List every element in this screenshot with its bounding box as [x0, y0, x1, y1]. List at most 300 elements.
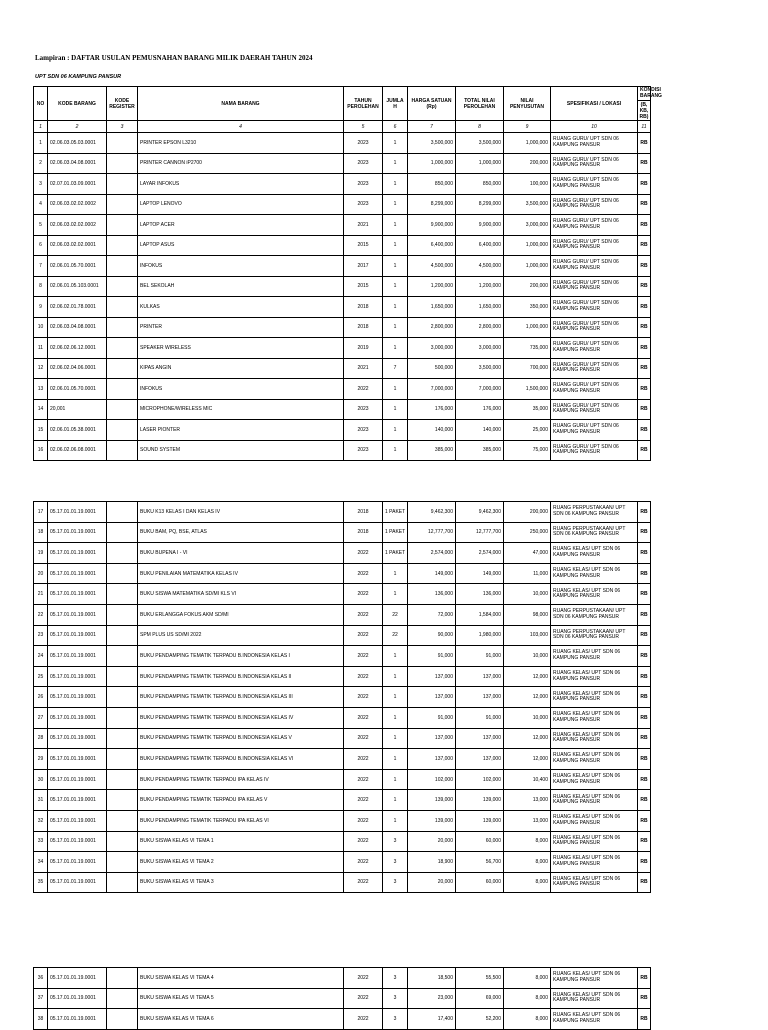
cell-jumlah: 1 — [383, 810, 408, 831]
cell-kode-register — [107, 235, 138, 256]
cell-nama-barang: LAYAR INFOKUS — [138, 174, 344, 195]
cell-kondisi: RB — [638, 604, 651, 625]
cell-tahun: 2022 — [344, 604, 383, 625]
cell-kode-register — [107, 810, 138, 831]
cell-tahun: 2018 — [344, 502, 383, 523]
cell-harga: 3,000,000 — [408, 338, 456, 359]
cell-penyusutan: 12,000 — [504, 666, 551, 687]
table-row — [34, 968, 651, 989]
cell-nama-barang: BUKU PENDAMPING TEMATIK TERPADU B.INDONESIA KELAS V — [138, 728, 344, 749]
cell-penyusutan: 103,000 — [504, 625, 551, 646]
cell-kondisi: RB — [638, 235, 651, 256]
cell-kode-register — [107, 440, 138, 461]
cell-no: 32 — [34, 810, 48, 831]
cell-no: 38 — [34, 1009, 48, 1030]
col-index: 2 — [48, 121, 107, 133]
cell-kode-barang: 05.17.01.01.19.0001 — [48, 522, 107, 543]
col-kondisi — [638, 87, 662, 121]
header-row — [34, 87, 651, 121]
cell-spesifikasi: RUANG PERPUSTAKAAN/ UPT SDN 06 KAMPUNG PANSUR — [551, 502, 638, 523]
cell-kondisi: RB — [638, 502, 651, 523]
cell-kode-barang: 05.17.01.01.19.0001 — [48, 810, 107, 831]
cell-harga: 20,000 — [408, 872, 456, 893]
cell-no: 21 — [34, 584, 48, 605]
cell-harga: 102,000 — [408, 769, 456, 790]
cell-nama-barang: BUKU PENDAMPING TEMATIK TERPADU B.INDONESIA KELAS I — [138, 646, 344, 667]
cell-jumlah: 3 — [383, 831, 408, 852]
cell-kode-register — [107, 276, 138, 297]
col-index: 5 — [344, 121, 383, 133]
cell-kode-barang: 02.06.03.04.08.0001 — [48, 317, 107, 338]
cell-no: 29 — [34, 749, 48, 770]
cell-nama-barang: LAPTOP LENOVO — [138, 194, 344, 215]
cell-total: 149,000 — [456, 563, 504, 584]
col-harga: HARGA SATUAN (Rp) — [408, 87, 456, 121]
cell-kode-barang: 05.17.01.01.19.0001 — [48, 625, 107, 646]
cell-nama-barang: BUKU PENDAMPING TEMATIK TERPADU IPA KELAS IV — [138, 769, 344, 790]
cell-harga: 6,400,000 — [408, 235, 456, 256]
cell-kode-barang: 02.06.02.06.08.0001 — [48, 440, 107, 461]
cell-spesifikasi: RUANG GURU/ UPT SDN 06 KAMPUNG PANSUR — [551, 420, 638, 441]
cell-jumlah: 1 — [383, 420, 408, 441]
cell-harga: 4,500,000 — [408, 256, 456, 277]
cell-jumlah: 1 — [383, 749, 408, 770]
cell-spesifikasi: RUANG GURU/ UPT SDN 06 KAMPUNG PANSUR — [551, 379, 638, 400]
cell-spesifikasi: RUANG GURU/ UPT SDN 06 KAMPUNG PANSUR — [551, 297, 638, 318]
cell-penyusutan: 8,000 — [504, 1009, 551, 1030]
cell-penyusutan: 1,000,000 — [504, 317, 551, 338]
cell-tahun: 2022 — [344, 872, 383, 893]
cell-tahun: 2015 — [344, 235, 383, 256]
cell-harga: 2,800,000 — [408, 317, 456, 338]
cell-penyusutan: 98,000 — [504, 604, 551, 625]
cell-tahun: 2018 — [344, 317, 383, 338]
cell-nama-barang: BUKU SISWA KELAS VI TEMA 5 — [138, 988, 344, 1009]
table-row — [34, 749, 651, 770]
cell-spesifikasi: RUANG KELAS/ UPT SDN 06 KAMPUNG PANSUR — [551, 810, 638, 831]
cell-kode-register — [107, 420, 138, 441]
table-row — [34, 872, 651, 893]
cell-harga: 1,000,000 — [408, 153, 456, 174]
cell-kondisi: RB — [638, 399, 651, 420]
table-row — [34, 215, 651, 236]
table-row — [34, 707, 651, 728]
cell-kode-register — [107, 1009, 138, 1030]
cell-spesifikasi: RUANG KELAS/ UPT SDN 06 KAMPUNG PANSUR — [551, 968, 638, 989]
cell-nama-barang: BUKU PENDAMPING TEMATIK TERPADU B.INDONESIA KELAS IV — [138, 707, 344, 728]
cell-jumlah: 1 — [383, 215, 408, 236]
cell-spesifikasi: RUANG PERPUSTAKAAN/ UPT SDN 06 KAMPUNG PANSUR — [551, 625, 638, 646]
cell-penyusutan: 100,000 — [504, 174, 551, 195]
cell-harga: 18,500 — [408, 968, 456, 989]
cell-tahun: 2022 — [344, 687, 383, 708]
cell-jumlah: 3 — [383, 872, 408, 893]
cell-total: 55,500 — [456, 968, 504, 989]
cell-spesifikasi: RUANG GURU/ UPT SDN 06 KAMPUNG PANSUR — [551, 317, 638, 338]
cell-penyusutan: 10,000 — [504, 707, 551, 728]
cell-total: 2,800,000 — [456, 317, 504, 338]
col-spesifikasi: SPESIFIKASI / LOKASI — [551, 87, 638, 121]
cell-penyusutan: 25,000 — [504, 420, 551, 441]
cell-harga: 139,000 — [408, 790, 456, 811]
cell-kode-register — [107, 256, 138, 277]
asset-table-page-1 — [33, 86, 662, 461]
cell-kondisi: RB — [638, 276, 651, 297]
cell-no: 7 — [34, 256, 48, 277]
cell-no: 22 — [34, 604, 48, 625]
cell-total: 137,000 — [456, 749, 504, 770]
cell-jumlah: 3 — [383, 968, 408, 989]
cell-total: 3,000,000 — [456, 338, 504, 359]
table-row — [34, 769, 651, 790]
cell-penyusutan: 350,000 — [504, 297, 551, 318]
cell-kode-barang: 05.17.01.01.19.0001 — [48, 769, 107, 790]
cell-no: 5 — [34, 215, 48, 236]
cell-total: 4,500,000 — [456, 256, 504, 277]
cell-tahun: 2023 — [344, 133, 383, 154]
cell-jumlah: 1 — [383, 379, 408, 400]
cell-harga: 136,000 — [408, 584, 456, 605]
cell-kondisi: RB — [638, 420, 651, 441]
cell-kode-barang: 02.06.01.05.70.0001 — [48, 256, 107, 277]
cell-kode-barang: 02.06.03.02.02.0002 — [48, 215, 107, 236]
cell-kode-register — [107, 502, 138, 523]
cell-kode-register — [107, 133, 138, 154]
cell-kode-barang: 05.17.01.01.19.0001 — [48, 790, 107, 811]
cell-jumlah: 1 — [383, 256, 408, 277]
cell-total: 91,000 — [456, 646, 504, 667]
cell-tahun: 2019 — [344, 338, 383, 359]
col-kondisi-label: KONDISI BARANG — [640, 87, 662, 99]
cell-penyusutan: 200,000 — [504, 153, 551, 174]
cell-nama-barang: BUKU PENDAMPING TEMATIK TERPADU IPA KELAS VI — [138, 810, 344, 831]
cell-jumlah: 1 — [383, 790, 408, 811]
column-index-row — [34, 121, 651, 133]
cell-total: 385,000 — [456, 440, 504, 461]
cell-kondisi: RB — [638, 563, 651, 584]
col-index: 7 — [408, 121, 456, 133]
cell-jumlah: 1 — [383, 338, 408, 359]
cell-jumlah: 1 — [383, 584, 408, 605]
cell-nama-barang: BUKU ERLANGGA FOKUS AKM SD/MI — [138, 604, 344, 625]
cell-penyusutan: 35,000 — [504, 399, 551, 420]
cell-jumlah: 3 — [383, 988, 408, 1009]
cell-harga: 140,000 — [408, 420, 456, 441]
cell-jumlah: 1 PAKET — [383, 543, 408, 564]
cell-kondisi: RB — [638, 749, 651, 770]
cell-nama-barang: KULKAS — [138, 297, 344, 318]
table-row — [34, 133, 651, 154]
cell-total: 91,000 — [456, 707, 504, 728]
cell-kode-register — [107, 728, 138, 749]
cell-penyusutan: 8,000 — [504, 831, 551, 852]
cell-no: 23 — [34, 625, 48, 646]
cell-kode-barang: 05.17.01.01.19.0001 — [48, 543, 107, 564]
cell-no: 18 — [34, 522, 48, 543]
cell-total: 60,000 — [456, 831, 504, 852]
cell-kondisi: RB — [638, 194, 651, 215]
cell-total: 140,000 — [456, 420, 504, 441]
cell-total: 7,000,000 — [456, 379, 504, 400]
cell-penyusutan: 12,000 — [504, 749, 551, 770]
document-title: Lampiran : DAFTAR USULAN PEMUSNAHAN BARANG MILIK DAERAH TAHUN 2024 — [35, 54, 313, 62]
table-row — [34, 852, 651, 873]
cell-penyusutan: 8,000 — [504, 872, 551, 893]
cell-penyusutan: 1,500,000 — [504, 379, 551, 400]
cell-kondisi: RB — [638, 968, 651, 989]
cell-tahun: 2022 — [344, 831, 383, 852]
cell-tahun: 2022 — [344, 707, 383, 728]
table-row — [34, 338, 651, 359]
cell-kode-register — [107, 563, 138, 584]
cell-tahun: 2022 — [344, 749, 383, 770]
cell-kondisi: RB — [638, 358, 651, 379]
cell-tahun: 2023 — [344, 194, 383, 215]
cell-no: 11 — [34, 338, 48, 359]
cell-kondisi: RB — [638, 769, 651, 790]
cell-nama-barang: PRINTER — [138, 317, 344, 338]
cell-jumlah: 1 — [383, 399, 408, 420]
cell-kondisi: RB — [638, 790, 651, 811]
cell-tahun: 2021 — [344, 358, 383, 379]
cell-penyusutan: 10,400 — [504, 769, 551, 790]
cell-nama-barang: INFOKUS — [138, 256, 344, 277]
cell-spesifikasi: RUANG KELAS/ UPT SDN 06 KAMPUNG PANSUR — [551, 1009, 638, 1030]
cell-total: 69,000 — [456, 988, 504, 1009]
cell-no: 25 — [34, 666, 48, 687]
cell-spesifikasi: RUANG KELAS/ UPT SDN 06 KAMPUNG PANSUR — [551, 543, 638, 564]
col-index: 6 — [383, 121, 408, 133]
cell-no: 2 — [34, 153, 48, 174]
cell-jumlah: 1 — [383, 440, 408, 461]
cell-penyusutan: 8,000 — [504, 988, 551, 1009]
cell-jumlah: 1 — [383, 133, 408, 154]
cell-kondisi: RB — [638, 687, 651, 708]
cell-kode-register — [107, 790, 138, 811]
cell-kode-barang: 02.06.01.05.103.0001 — [48, 276, 107, 297]
cell-no: 17 — [34, 502, 48, 523]
table-row — [34, 831, 651, 852]
cell-kondisi: RB — [638, 988, 651, 1009]
cell-jumlah: 1 — [383, 687, 408, 708]
cell-harga: 72,000 — [408, 604, 456, 625]
cell-kondisi: RB — [638, 256, 651, 277]
cell-kode-register — [107, 625, 138, 646]
cell-tahun: 2015 — [344, 276, 383, 297]
cell-nama-barang: BUKU PENDAMPING TEMATIK TERPADU B.INDONESIA KELAS III — [138, 687, 344, 708]
cell-harga: 20,000 — [408, 831, 456, 852]
cell-no: 34 — [34, 852, 48, 873]
cell-penyusutan: 13,000 — [504, 790, 551, 811]
cell-penyusutan: 1,000,000 — [504, 235, 551, 256]
cell-total: 1,650,000 — [456, 297, 504, 318]
cell-spesifikasi: RUANG KELAS/ UPT SDN 06 KAMPUNG PANSUR — [551, 852, 638, 873]
cell-kode-barang: 05.17.01.01.19.0001 — [48, 968, 107, 989]
cell-total: 137,000 — [456, 728, 504, 749]
cell-harga: 137,000 — [408, 687, 456, 708]
table-row — [34, 194, 651, 215]
cell-kode-barang: 05.17.01.01.19.0001 — [48, 584, 107, 605]
cell-spesifikasi: RUANG GURU/ UPT SDN 06 KAMPUNG PANSUR — [551, 215, 638, 236]
cell-kode-barang: 05.17.01.01.19.0001 — [48, 563, 107, 584]
cell-spesifikasi: RUANG KELAS/ UPT SDN 06 KAMPUNG PANSUR — [551, 988, 638, 1009]
cell-kondisi: RB — [638, 297, 651, 318]
table-row — [34, 604, 651, 625]
cell-kode-barang: 02.06.03.05.03.0001 — [48, 133, 107, 154]
cell-kondisi: RB — [638, 810, 651, 831]
cell-tahun: 2022 — [344, 769, 383, 790]
table-row — [34, 440, 651, 461]
col-total: TOTAL NILAI PEROLEHAN — [456, 87, 504, 121]
cell-nama-barang: MICROPHONE/WIRELESS MIC — [138, 399, 344, 420]
cell-kode-barang: 02.07.01.03.09.0001 — [48, 174, 107, 195]
cell-kode-register — [107, 687, 138, 708]
cell-spesifikasi: RUANG GURU/ UPT SDN 06 KAMPUNG PANSUR — [551, 276, 638, 297]
cell-kode-barang: 02.06.03.04.08.0001 — [48, 153, 107, 174]
cell-spesifikasi: RUANG KELAS/ UPT SDN 06 KAMPUNG PANSUR — [551, 728, 638, 749]
table-row — [34, 543, 651, 564]
cell-tahun: 2022 — [344, 584, 383, 605]
cell-nama-barang: BEL SEKOLAH — [138, 276, 344, 297]
cell-penyusutan: 8,000 — [504, 852, 551, 873]
cell-kode-barang: 02.06.01.05.70.0001 — [48, 379, 107, 400]
cell-total: 1,980,000 — [456, 625, 504, 646]
table-row — [34, 563, 651, 584]
cell-nama-barang: BUKU PENDAMPING TEMATIK TERPADU B.INDONESIA KELAS VI — [138, 749, 344, 770]
cell-jumlah: 1 — [383, 707, 408, 728]
cell-penyusutan: 12,000 — [504, 687, 551, 708]
cell-kode-register — [107, 194, 138, 215]
cell-tahun: 2022 — [344, 666, 383, 687]
cell-kondisi: RB — [638, 153, 651, 174]
cell-kode-register — [107, 988, 138, 1009]
cell-nama-barang: LASER PIONTER — [138, 420, 344, 441]
cell-total: 9,462,300 — [456, 502, 504, 523]
table-row — [34, 625, 651, 646]
cell-kondisi: RB — [638, 831, 651, 852]
cell-tahun: 2022 — [344, 852, 383, 873]
cell-kode-barang: 05.17.01.01.19.0001 — [48, 831, 107, 852]
cell-harga: 18,900 — [408, 852, 456, 873]
cell-total: 102,000 — [456, 769, 504, 790]
cell-spesifikasi: RUANG GURU/ UPT SDN 06 KAMPUNG PANSUR — [551, 440, 638, 461]
cell-spesifikasi: RUANG KELAS/ UPT SDN 06 KAMPUNG PANSUR — [551, 563, 638, 584]
cell-harga: 91,000 — [408, 707, 456, 728]
cell-kode-barang: 05.17.01.01.19.0001 — [48, 604, 107, 625]
cell-harga: 500,000 — [408, 358, 456, 379]
cell-total: 2,574,000 — [456, 543, 504, 564]
cell-jumlah: 1 PAKET — [383, 522, 408, 543]
table-row — [34, 1009, 651, 1030]
cell-harga: 90,000 — [408, 625, 456, 646]
cell-kode-barang: 05.17.01.01.19.0001 — [48, 988, 107, 1009]
cell-nama-barang: BUKU PENDAMPING TEMATIK TERPADU B.INDONESIA KELAS II — [138, 666, 344, 687]
cell-kode-register — [107, 297, 138, 318]
cell-harga: 149,000 — [408, 563, 456, 584]
cell-tahun: 2017 — [344, 256, 383, 277]
cell-no: 24 — [34, 646, 48, 667]
cell-kode-register — [107, 358, 138, 379]
cell-nama-barang: BUKU BUPENA I - VI — [138, 543, 344, 564]
cell-kode-barang: 05.17.01.01.19.0001 — [48, 852, 107, 873]
cell-kode-register — [107, 646, 138, 667]
cell-jumlah: 1 — [383, 297, 408, 318]
cell-no: 15 — [34, 420, 48, 441]
cell-tahun: 2022 — [344, 968, 383, 989]
cell-harga: 137,000 — [408, 666, 456, 687]
cell-nama-barang: SPM PLUS US SD/MI 2022 — [138, 625, 344, 646]
cell-total: 52,200 — [456, 1009, 504, 1030]
cell-kode-register — [107, 769, 138, 790]
table-row — [34, 988, 651, 1009]
cell-total: 1,200,000 — [456, 276, 504, 297]
cell-kode-barang: 02.06.03.02.02.0002 — [48, 194, 107, 215]
cell-spesifikasi: RUANG KELAS/ UPT SDN 06 KAMPUNG PANSUR — [551, 687, 638, 708]
cell-total: 3,500,000 — [456, 133, 504, 154]
cell-total: 1,000,000 — [456, 153, 504, 174]
cell-kode-register — [107, 174, 138, 195]
cell-tahun: 2023 — [344, 440, 383, 461]
cell-tahun: 2021 — [344, 215, 383, 236]
table-row — [34, 379, 651, 400]
cell-kode-register — [107, 604, 138, 625]
cell-no: 6 — [34, 235, 48, 256]
table-row — [34, 522, 651, 543]
col-kode-register: KODE REGISTER — [107, 87, 138, 121]
cell-kode-register — [107, 379, 138, 400]
cell-jumlah: 1 — [383, 317, 408, 338]
cell-jumlah: 1 PAKET — [383, 502, 408, 523]
cell-spesifikasi: RUANG GURU/ UPT SDN 06 KAMPUNG PANSUR — [551, 399, 638, 420]
cell-spesifikasi: RUANG GURU/ UPT SDN 06 KAMPUNG PANSUR — [551, 174, 638, 195]
cell-jumlah: 1 — [383, 235, 408, 256]
cell-kondisi: RB — [638, 646, 651, 667]
cell-spesifikasi: RUANG KELAS/ UPT SDN 06 KAMPUNG PANSUR — [551, 707, 638, 728]
cell-harga: 1,200,000 — [408, 276, 456, 297]
cell-no: 12 — [34, 358, 48, 379]
cell-total: 850,000 — [456, 174, 504, 195]
cell-kode-register — [107, 872, 138, 893]
col-index: 11 — [638, 121, 651, 133]
cell-no: 9 — [34, 297, 48, 318]
cell-kondisi: RB — [638, 379, 651, 400]
cell-total: 176,000 — [456, 399, 504, 420]
cell-total: 60,000 — [456, 872, 504, 893]
cell-spesifikasi: RUANG KELAS/ UPT SDN 06 KAMPUNG PANSUR — [551, 749, 638, 770]
col-index: 8 — [456, 121, 504, 133]
cell-kondisi: RB — [638, 728, 651, 749]
cell-harga: 1,650,000 — [408, 297, 456, 318]
cell-harga: 139,000 — [408, 810, 456, 831]
table-row — [34, 728, 651, 749]
cell-tahun: 2022 — [344, 810, 383, 831]
table-row — [34, 317, 651, 338]
cell-spesifikasi: RUANG GURU/ UPT SDN 06 KAMPUNG PANSUR — [551, 194, 638, 215]
cell-jumlah: 1 — [383, 174, 408, 195]
cell-total: 12,777,700 — [456, 522, 504, 543]
cell-kode-barang: 02.06.03.02.02.0001 — [48, 235, 107, 256]
cell-no: 8 — [34, 276, 48, 297]
cell-nama-barang: SOUND SYSTEM — [138, 440, 344, 461]
cell-nama-barang: LAPTOP ASUS — [138, 235, 344, 256]
cell-spesifikasi: RUANG KELAS/ UPT SDN 06 KAMPUNG PANSUR — [551, 872, 638, 893]
table-row — [34, 666, 651, 687]
table-row — [34, 646, 651, 667]
cell-harga: 385,000 — [408, 440, 456, 461]
col-tahun: TAHUN PEROLEHAN — [344, 87, 383, 121]
cell-no: 27 — [34, 707, 48, 728]
cell-no: 33 — [34, 831, 48, 852]
